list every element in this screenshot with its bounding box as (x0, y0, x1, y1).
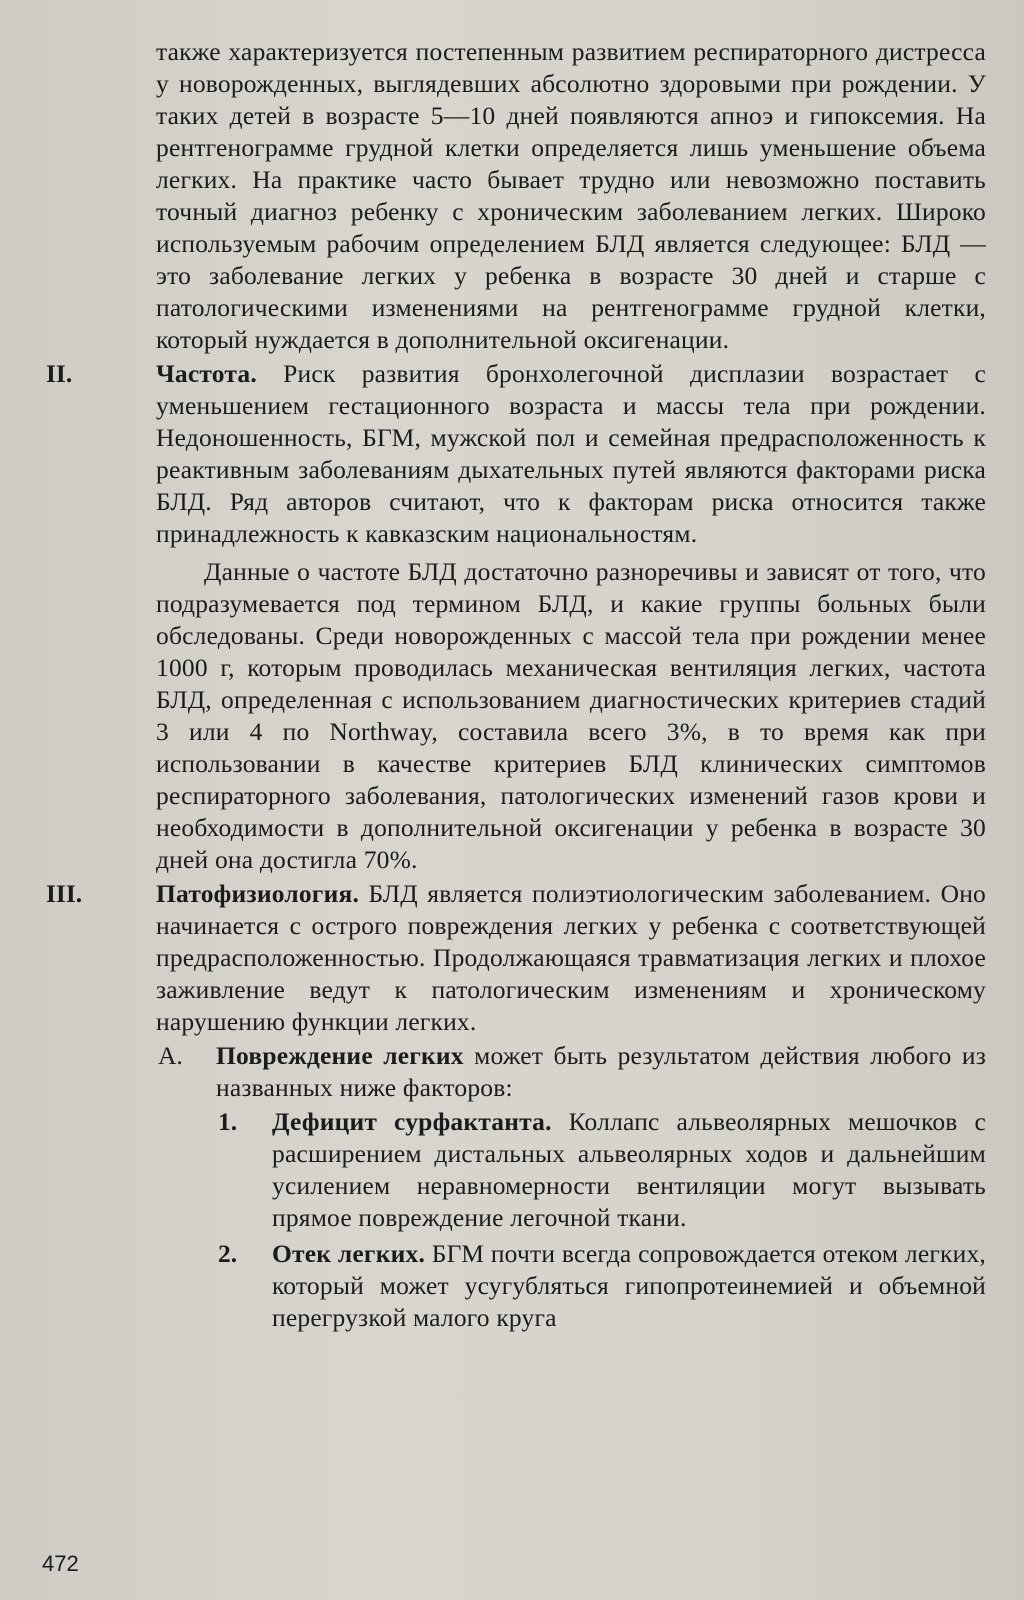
section-frequency (46, 358, 986, 876)
list-item (218, 1106, 986, 1234)
section-heading: Частота. (156, 359, 257, 388)
subsection-text: может быть результатом действия любого из названных ниже факторов: (216, 1041, 987, 1102)
paragraph (156, 878, 986, 1038)
subsection-heading: Повреждение легких (216, 1041, 464, 1070)
paragraph: Данные о частоте БЛД достаточно разноречивы и зависят от того, что подразумевается под термином БЛД, и какие группы больных были обследованы. Среди новорожденных с массой тела при рождении менее 1000 г, которым проводилась механическая вентиляция легких, частота БЛД, определенная с использованием диагностических критериев стадий 3 или 4 по Northway, составила всего 3%, в то время как при использовании в качестве критериев БЛД клинических симптомов респираторного заболевания, патологических изменений газов крови и необходимости в дополнительной оксигенации у ребенка в возрасте 30 дней она достигла 70%. (156, 557, 986, 874)
section-heading: Патофизиология. (156, 879, 360, 908)
list-item-heading: Дефицит сурфактанта. (272, 1107, 552, 1136)
list-item-heading: Отек легких. (272, 1239, 426, 1268)
paragraph (272, 1238, 986, 1334)
paragraph (216, 1040, 986, 1104)
page-number: 472 (42, 1551, 79, 1576)
paragraph (272, 1106, 986, 1234)
page-content (0, 36, 1024, 1334)
list-item-text: БГМ почти всегда сопровождается отеком легких, который может усугубляться гипопротеинемией и объемной перегрузкой малого круга (272, 1239, 986, 1332)
paragraph: также характеризуется постепенным развитием респираторного дистресса у новорожденных, выглядевших абсолютно здоровыми при рождении. У таких детей в возрасте 5—10 дней появляются апноэ и гипоксемия. На рентгенограмме грудной клетки определяется лишь уменьшение объема легких. На практике часто бывает трудно или невозможно поставить точный диагноз ребенку с хроническим заболеванием легких. Широко используемым рабочим определением БЛД является следующее: БЛД — это заболевание легких у ребенка в возрасте 30 дней и старше с патологическими изменениями на рентгенограмме грудной клетки, который нуждается в дополнительной оксигенации. (156, 37, 986, 354)
section-number: III. (46, 879, 83, 908)
list-item-number: 1. (218, 1107, 238, 1136)
section-text: Риск развития бронхолегочной дисплазии возрастает с уменьшением гестационного возраста и массы тела при рождении. Недоношенность, БГМ, мужской пол и семейная предрасположенность к реактивным заболеваниям дыхательных путей являются факторами риска БЛД. Ряд авторов считают, что к факторам риска относится также принадлежность к кавказским национальностям. (156, 359, 986, 548)
list-item (218, 1238, 986, 1334)
subsection-letter: А. (158, 1041, 183, 1070)
list-item-text: Коллапс альвеолярных мешочков с расширением дистальных альвеолярных ходов и дальнейшим усилением неравномерности вентиляции могут вызывать прямое повреждение легочной ткани. (272, 1107, 986, 1232)
intro-paragraph (156, 36, 986, 356)
list-item-number: 2. (218, 1239, 238, 1268)
section-pathophysiology (46, 878, 986, 1038)
section-text: БЛД является полиэтиологическим заболеванием. Оно начинается с острого повреждения легких у ребенка с соответствующей предрасположенностью. Продолжающаяся травматизация легких и плохое заживление ведут к патологическим изменениям и хроническому нарушению функции легких. (156, 879, 986, 1036)
subsection-a (158, 1040, 987, 1104)
section-number: II. (46, 359, 73, 388)
paragraph (156, 358, 986, 550)
